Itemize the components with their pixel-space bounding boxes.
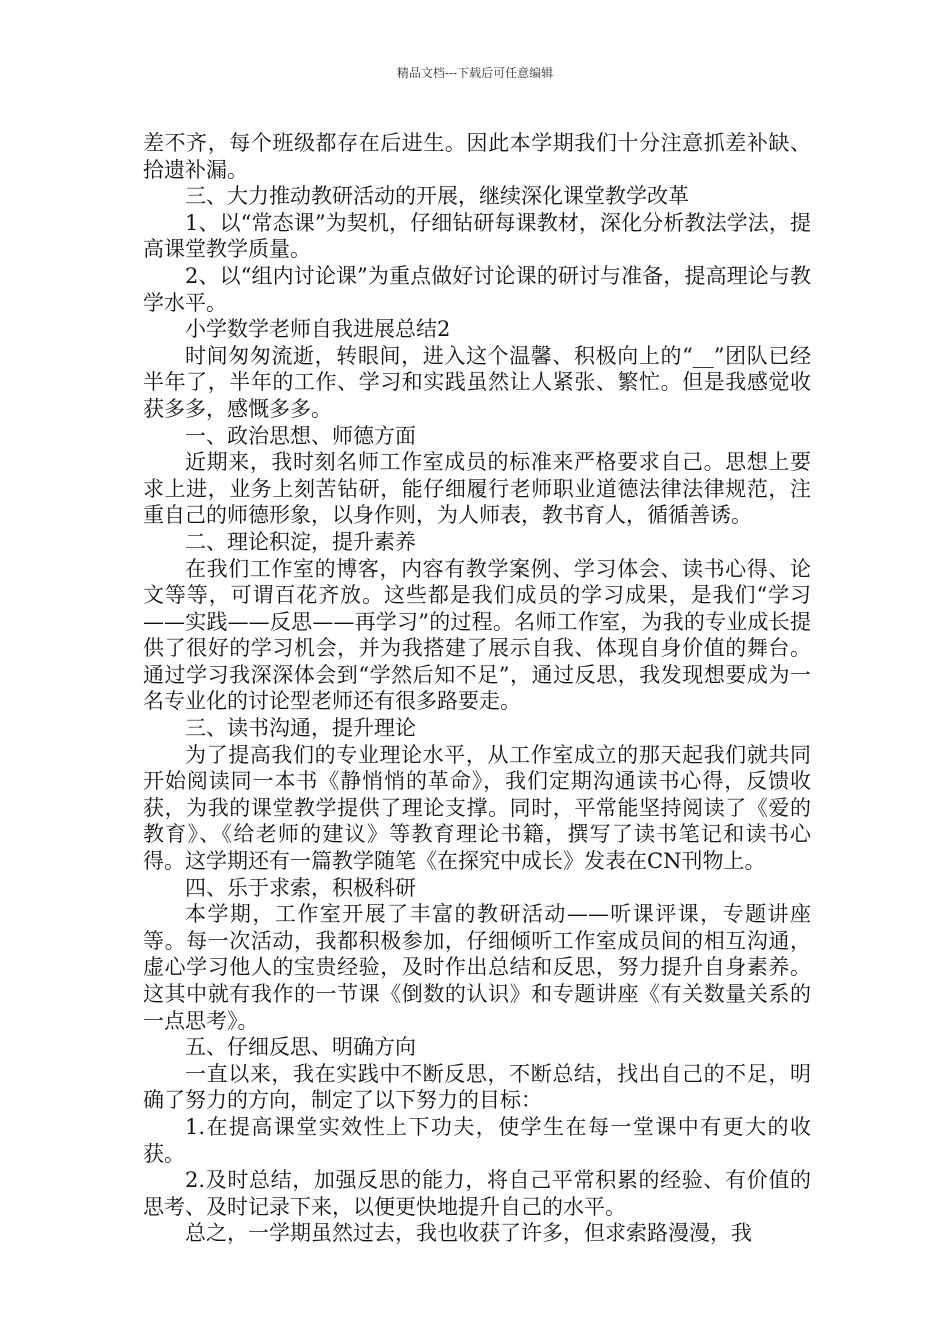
paragraph-reading: 为了提高我们的专业理论水平，从工作室成立的那天起我们就共同开始阅读同一本书《静悄悄的革命》，我们定期沟通读书心得，反馈收获，为我的课堂教学提供了理论支撑。同时，平常能坚持阅读了《爱的教育》、《给老师的建议》等教育理论书籍，撰写了读书笔记和读书心得。这学期还有一篇教学随笔《在探究中成长》发表在CN刊物上。: [143, 742, 811, 874]
article-title-2: 小学数学老师自我进展总结2: [185, 317, 451, 342]
document-body: [143, 130, 811, 1247]
page-header: 精品文档---下载后可任意编辑: [396, 66, 554, 80]
paragraph-1: 差不齐，每个班级都存在后进生。因此本学期我们十分注意抓差补缺、拾遗补漏。: [143, 131, 811, 182]
intro-paragraph: 时间匆匆流逝，转眼间，进入这个温馨、积极向上的“__”团队已经半年了，半年的工作、学习和实践虽然让人紧张、繁忙。但是我感觉收获多多，感慨多多。: [143, 343, 811, 421]
paragraph-politics: 近期来，我时刻名师工作室成员的标准来严格要求自己。思想上要求上进，业务上刻苦钻研，能仔细履行老师职业道德法律法律规范，注重自己的师德形象，以身作则，为人师表，教书育人，循循善诱。: [143, 450, 811, 528]
paragraph-conclusion: 总之，一学期虽然过去，我也收获了许多，但求索路漫漫，我: [185, 1221, 752, 1246]
paragraph-theory: 在我们工作室的博客，内容有教学案例、学习体会、读书心得、论文等等，可谓百花齐放。这些都是我们成员的学习成果，是我们“学习——实践——反思——再学习”的过程。名师工作室，为我的专业成长提供了很好的学习机会，并为我搭建了展示自我、体现自身价值的舞台。通过学习我深深体会到“学然后知不足”，通过反思，我发现想要成为一名专业化的讨论型老师还有很多路要走。: [143, 556, 811, 714]
section-heading-theory: 二、理论积淀，提升素养: [185, 529, 416, 554]
section-heading-research: 四、乐于求索，积极科研: [185, 875, 416, 900]
section-heading-reflection: 五、仔细反思、明确方向: [185, 1035, 416, 1060]
list-item-1: 1、以“常态课”为契机，仔细钻研每课教材，深化分析教法学法，提高课堂教学质量。: [143, 210, 811, 262]
list-item-2: 2、以“组内讨论课”为重点做好讨论课的研讨与准备，提高理论与教学水平。: [143, 263, 811, 315]
section-heading-reading: 三、读书沟通，提升理论: [185, 716, 416, 741]
section-heading-3: 三、大力推动教研活动的开展，继续深化课堂教学改革: [185, 184, 689, 209]
paragraph-reflection: 一直以来，我在实践中不断反思，不断总结，找出自己的不足，明确了努力的方向，制定了以下努力的目标：: [143, 1061, 811, 1113]
goal-item-1: 1.在提高课堂实效性上下功夫，使学生在每一堂课中有更大的收获。: [143, 1114, 811, 1166]
section-heading-politics: 一、政治思想、师德方面: [185, 423, 416, 448]
goal-item-2: 2.及时总结，加强反思的能力，将自己平常积累的经验、有价值的思考、及时记录下来，以便更快地提升自己的水平。: [143, 1168, 811, 1219]
paragraph-research: 本学期，工作室开展了丰富的教研活动——听课评课，专题讲座等。每一次活动，我都积极参加，仔细倾听工作室成员间的相互沟通，虚心学习他人的宝贵经验，及时作出总结和反思，努力提升自身素养。这其中就有我作的一节课《倒数的认识》和专题讲座《有关数量关系的一点思考》。: [143, 902, 811, 1033]
